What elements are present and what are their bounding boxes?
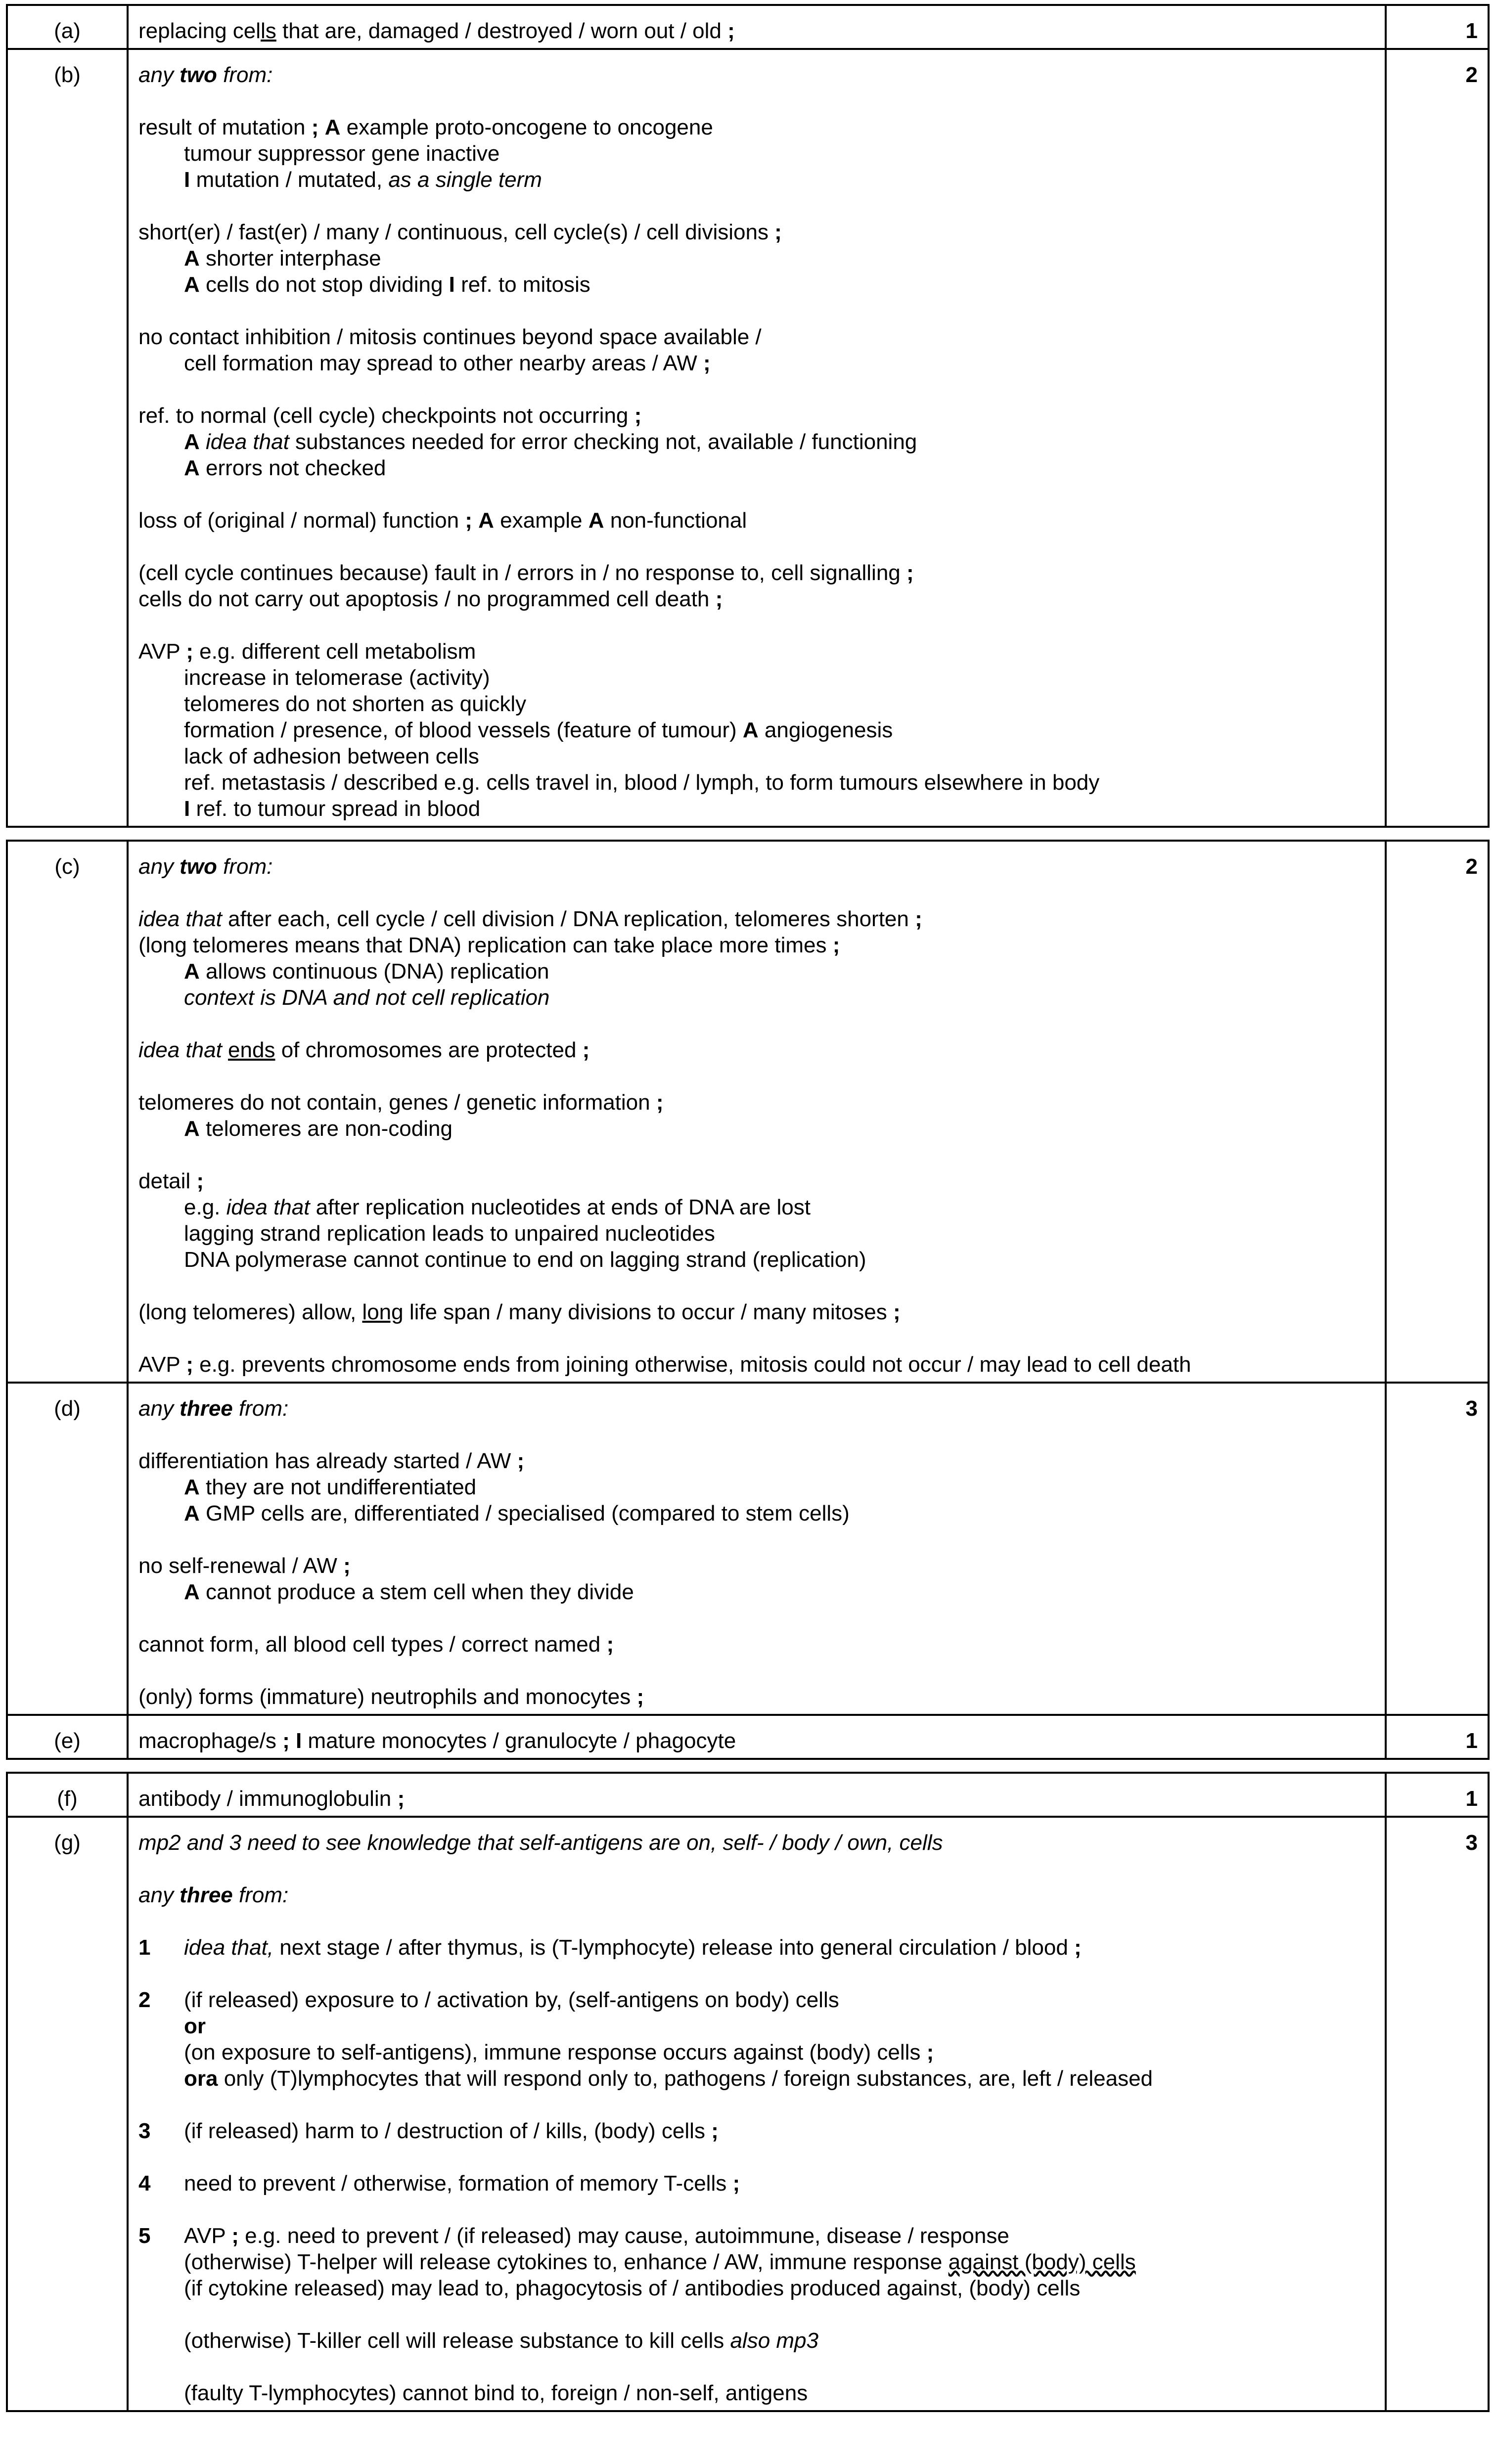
answer-line (138, 1631, 1375, 1658)
answer-text: three (180, 1883, 233, 1907)
answer-text: A (478, 508, 494, 533)
answer-text: mp2 and 3 need to see knowledge that self-antigens are on, self- / body / own, cells (138, 1831, 943, 1855)
answer-cell (128, 1383, 1386, 1715)
answer-text: ; (1074, 1935, 1082, 1960)
answer-line (138, 193, 1375, 219)
answer-text: shorter interphase (199, 246, 381, 270)
answer-line (138, 62, 1375, 88)
answer-text: only (T)lymphocytes that will respond only to, pathogens / foreign substances, are, left / released (218, 2066, 1153, 2091)
answer-line (138, 1684, 1375, 1710)
answer-line (138, 2249, 1375, 2275)
answer-text: (only) forms (immature) neutrophils and monocytes (138, 1685, 637, 1709)
answer-text: A (184, 272, 200, 297)
answer-line (138, 2301, 1375, 2328)
answer-line (138, 376, 1375, 403)
answer-line (138, 350, 1375, 376)
answer-line (138, 534, 1375, 560)
answer-text: antibody / immunoglobulin (138, 1787, 398, 1811)
answer-text: ; (196, 1169, 204, 1193)
question-row (7, 5, 1489, 49)
question-number: (a) (7, 5, 128, 49)
question-number: (d) (7, 1383, 128, 1715)
answer-text: (otherwise) T-helper will release cytokines to, enhance / AW, immune response (184, 2250, 949, 2274)
question-row (7, 1817, 1489, 2411)
answer-text: telomeres do not shorten as quickly (184, 692, 527, 716)
answer-line (138, 219, 1375, 245)
answer-text: need to prevent / otherwise, formation of memory T-cells (184, 2171, 733, 2195)
answer-text: angiogenesis (758, 718, 893, 742)
answer-line (138, 2223, 1375, 2249)
answer-text: ; (311, 115, 319, 139)
answer-line (138, 167, 1375, 193)
answer-text: of chromosomes are protected (275, 1038, 583, 1062)
answer-line (138, 2118, 1375, 2144)
answer-text: two (180, 854, 217, 879)
answer-line (138, 1142, 1375, 1168)
answer-text: A (184, 1475, 200, 1499)
answer-line (138, 1961, 1375, 1987)
answer-line (138, 853, 1375, 880)
answer-text: cells do not carry out apoptosis / no programmed cell death (138, 587, 716, 611)
answer-text: ; (606, 1632, 614, 1657)
answer-text: mature monocytes / granulocyte / phagocyte (302, 1729, 736, 1753)
answer-line (138, 2380, 1375, 2406)
answer-line (138, 2144, 1375, 2170)
answer-text: three (180, 1396, 233, 1421)
answer-line (138, 1786, 1375, 1812)
answer-line (138, 2354, 1375, 2380)
question-number: (b) (7, 49, 128, 827)
answer-line (138, 717, 1375, 743)
answer-text: (if released) exposure to / activation by, (self-antigens on body) cells (184, 1988, 839, 2012)
answer-cell (128, 1715, 1386, 1759)
answer-line (138, 1422, 1375, 1448)
answer-line (138, 1247, 1375, 1273)
answer-text: (faulty T-lymphocytes) cannot bind to, foreign / non-self, antigens (184, 2381, 808, 2405)
answer-line (138, 906, 1375, 932)
question-number: (f) (7, 1773, 128, 1817)
answer-text: macrophage/s (138, 1729, 283, 1753)
answer-line (138, 586, 1375, 612)
answer-text: ; (634, 403, 642, 428)
answer-line (138, 1063, 1375, 1089)
answer-text: (on exposure to self-antigens), immune response occurs against (body) cells (184, 2040, 927, 2064)
answer-text: ; (517, 1449, 525, 1473)
answer-line (138, 665, 1375, 691)
answer-line (138, 1448, 1375, 1474)
answer-text: ; (343, 1554, 351, 1578)
answer-text: ; (727, 19, 735, 43)
answer-text: ; (893, 1300, 901, 1324)
answer-text: (if cytokine released) may lead to, phagocytosis of / antibodies produced against, (body) cells (184, 2276, 1081, 2300)
answer-text: ; (703, 351, 711, 375)
answer-text: mutation / mutated, (190, 168, 389, 192)
answer-text: ; (282, 1729, 290, 1753)
answer-line (138, 271, 1375, 298)
answer-text: (long telomeres) allow, (138, 1300, 362, 1324)
answer-line (138, 324, 1375, 350)
point-number: 2 (138, 1988, 151, 2012)
answer-line (138, 2092, 1375, 2118)
answer-text: life span / many divisions to occur / many mitoses (403, 1300, 893, 1324)
answer-text: that are, damaged / destroyed / worn out / old (276, 19, 728, 43)
answer-text: short(er) / fast(er) / many / continuous, cell cycle(s) / cell divisions (138, 220, 775, 244)
section-gap (7, 1759, 1489, 1773)
answer-text: ; (915, 907, 922, 931)
answer-line (138, 1500, 1375, 1526)
answer-line (138, 1351, 1375, 1378)
answer-line (138, 2013, 1375, 2039)
section-gap (7, 827, 1489, 841)
answer-text: after replication nucleotides at ends of DNA are lost (310, 1195, 811, 1219)
answer-line (138, 2328, 1375, 2354)
answer-text: cannot form, all blood cell types / correct named (138, 1632, 607, 1657)
answer-text: DNA polymerase cannot continue to end on lagging strand (replication) (184, 1248, 866, 1272)
answer-line (138, 481, 1375, 507)
answer-line (138, 455, 1375, 481)
answer-text: cells do not stop dividing (199, 272, 449, 297)
question-number: (e) (7, 1715, 128, 1759)
point-number: 4 (138, 2171, 151, 2195)
marks-value: 3 (1386, 1817, 1489, 2411)
answer-text: ref. metastasis / described e.g. cells travel in, blood / lymph, to form tumours elsewhere in body (184, 770, 1100, 795)
question-row (7, 1773, 1489, 1817)
answer-line (138, 1194, 1375, 1220)
answer-text: tumour suppressor gene inactive (184, 141, 500, 166)
answer-text: long (362, 1300, 404, 1324)
answer-line (138, 1011, 1375, 1037)
answer-text: AVP (138, 1352, 186, 1377)
answer-line (138, 2039, 1375, 2065)
answer-text: I (184, 797, 190, 821)
question-row (7, 841, 1489, 1383)
answer-text: ; (636, 1685, 644, 1709)
answer-text: ; (774, 220, 782, 244)
marks-value: 2 (1386, 841, 1489, 1383)
answer-text: ; (711, 2119, 719, 2143)
answer-line (138, 245, 1375, 271)
answer-line (138, 1273, 1375, 1299)
answer-text: ; (231, 2224, 239, 2248)
answer-line (138, 638, 1375, 665)
marks-value: 1 (1386, 1773, 1489, 1817)
answer-text: next stage / after thymus, is (T-lymphocyte) release into general circulation / blood (273, 1935, 1075, 1960)
answer-text: ; (732, 2171, 740, 2195)
marks-value: 3 (1386, 1383, 1489, 1715)
answer-text: AVP (138, 639, 186, 664)
answer-line (138, 1116, 1375, 1142)
answer-cell (128, 1817, 1386, 2411)
answer-cell (128, 49, 1386, 827)
answer-line (138, 114, 1375, 140)
answer-line (138, 1882, 1375, 1908)
answer-text: telomeres do not contain, genes / genetic information (138, 1090, 656, 1115)
answer-text: GMP cells are, differentiated / specialised (compared to stem cells) (199, 1501, 850, 1525)
answer-text (200, 430, 206, 454)
gap-cell (7, 827, 1489, 841)
answer-line (138, 1553, 1375, 1579)
answer-text: A (324, 115, 341, 139)
answer-text: ; (715, 587, 723, 611)
answer-text: no contact inhibition / mitosis continues beyond space available / (138, 325, 762, 349)
marks-value: 1 (1386, 1715, 1489, 1759)
answer-text: lagging strand replication leads to unpaired nucleotides (184, 1221, 715, 1246)
answer-text: any (138, 854, 180, 879)
answer-text: e.g. prevents chromosome ends from joining otherwise, mitosis could not occur / may lead to cell death (193, 1352, 1191, 1377)
answer-line (138, 1856, 1375, 1882)
answer-text: detail (138, 1169, 197, 1193)
question-row (7, 49, 1489, 827)
answer-text: ref. to normal (cell cycle) checkpoints not occurring (138, 403, 634, 428)
answer-text: from: (232, 1883, 289, 1907)
question-row (7, 1715, 1489, 1759)
answer-text: result of mutation (138, 115, 312, 139)
answer-line (138, 958, 1375, 985)
answer-text: ref. to mitosis (454, 272, 590, 297)
answer-text: ; (186, 639, 193, 664)
answer-text (472, 508, 478, 533)
answer-line (138, 429, 1375, 455)
answer-text: any (138, 1396, 180, 1421)
answer-text: (long telomeres means that DNA) replication can take place more times (138, 933, 833, 957)
answer-text: A (184, 430, 200, 454)
answer-text: example proto-oncogene to oncogene (340, 115, 713, 139)
answer-line (138, 880, 1375, 906)
answer-text: or (184, 2014, 206, 2038)
answer-line (138, 1037, 1375, 1063)
answer-line (138, 18, 1375, 44)
answer-text: telomeres are non-coding (199, 1117, 453, 1141)
answer-text: e.g. different cell metabolism (193, 639, 476, 664)
answer-text (290, 1729, 296, 1753)
answer-text: replacing cel (138, 19, 261, 43)
answer-text: non-functional (604, 508, 747, 533)
answer-line (138, 2196, 1375, 2223)
answer-text: A (184, 1501, 200, 1525)
answer-text: ; (582, 1038, 590, 1062)
answer-text: as a single term (388, 168, 542, 192)
answer-text: allows continuous (DNA) replication (199, 959, 549, 984)
point-number: 1 (138, 1935, 151, 1960)
answer-line (138, 507, 1375, 534)
answer-text: ; (397, 1787, 405, 1811)
answer-line (138, 1658, 1375, 1684)
question-row (7, 1383, 1489, 1715)
answer-text: e.g. (184, 1195, 226, 1219)
answer-text: formation / presence, of blood vessels (feature of tumour) (184, 718, 743, 742)
answer-line (138, 691, 1375, 717)
answer-line (138, 1579, 1375, 1605)
answer-text: idea that (206, 430, 289, 454)
answer-text: (if released) harm to / destruction of / kills, (body) cells (184, 2119, 712, 2143)
answer-line (138, 1474, 1375, 1500)
marks-value: 1 (1386, 5, 1489, 49)
answer-text: A (184, 456, 200, 480)
answer-text: increase in telomerase (activity) (184, 666, 490, 690)
point-number: 3 (138, 2119, 151, 2143)
answer-line (138, 2275, 1375, 2301)
answer-line (138, 1987, 1375, 2013)
answer-text: after each, cell cycle / cell division / DNA replication, telomeres shorten (222, 907, 915, 931)
answer-text: A (184, 959, 200, 984)
answer-text: from: (217, 854, 273, 879)
answer-text: I (184, 168, 190, 192)
answer-text: differentiation has already started / AW (138, 1449, 517, 1473)
answer-line (138, 403, 1375, 429)
answer-text: AVP (184, 2224, 232, 2248)
answer-text: (cell cycle continues because) fault in / errors in / no response to, cell signalling (138, 561, 906, 585)
answer-line (138, 932, 1375, 958)
answer-text: ; (186, 1352, 193, 1377)
answer-text: I (449, 272, 455, 297)
answer-text: ; (465, 508, 472, 533)
answer-line (138, 743, 1375, 769)
answer-text: I (295, 1729, 302, 1753)
answer-line (138, 140, 1375, 167)
answer-text: context is DNA and not cell replication (184, 986, 550, 1010)
answer-text: loss of (original / normal) function (138, 508, 465, 533)
answer-text: ends (228, 1038, 275, 1062)
answer-text: ora (184, 2066, 218, 2091)
point-number: 5 (138, 2224, 151, 2248)
answer-text: ; (832, 933, 840, 957)
answer-text: A (588, 508, 604, 533)
answer-text: A (184, 1580, 200, 1604)
answer-cell (128, 1773, 1386, 1817)
answer-text: they are not undifferentiated (199, 1475, 477, 1499)
answer-text: errors not checked (199, 456, 386, 480)
answer-line (138, 769, 1375, 796)
answer-line (138, 612, 1375, 638)
answer-text: from: (232, 1396, 289, 1421)
answer-text: idea that, (184, 1935, 274, 1960)
answer-text: lack of adhesion between cells (184, 744, 479, 768)
answer-text: against (body) cells (948, 2250, 1136, 2274)
answer-text: A (184, 1117, 200, 1141)
marks-value: 2 (1386, 49, 1489, 827)
answer-text: two (180, 63, 217, 87)
answer-text: ls (261, 19, 276, 43)
answer-text: any (138, 63, 180, 87)
mark-scheme-body (7, 5, 1489, 2411)
answer-text: cell formation may spread to other nearby areas / AW (184, 351, 703, 375)
answer-text: ; (906, 561, 914, 585)
answer-text: substances needed for error checking not, available / functioning (289, 430, 917, 454)
answer-line (138, 1728, 1375, 1754)
answer-line (138, 1299, 1375, 1325)
answer-text (222, 1038, 228, 1062)
answer-line (138, 1325, 1375, 1351)
answer-line (138, 1395, 1375, 1422)
answer-cell (128, 841, 1386, 1383)
answer-line (138, 1168, 1375, 1194)
answer-line (138, 2170, 1375, 2196)
answer-text: A (184, 246, 200, 270)
answer-line (138, 1605, 1375, 1631)
answer-text: idea that (138, 907, 222, 931)
answer-text: e.g. need to prevent / (if released) may cause, autoimmune, disease / response (238, 2224, 1009, 2248)
gap-cell (7, 1759, 1489, 1773)
answer-text: idea that (226, 1195, 310, 1219)
answer-line (138, 560, 1375, 586)
answer-text: ; (656, 1090, 664, 1115)
answer-text: from: (217, 63, 273, 87)
question-number: (c) (7, 841, 128, 1383)
answer-line (138, 1089, 1375, 1116)
answer-cell (128, 5, 1386, 49)
answer-text: ; (926, 2040, 934, 2064)
answer-line (138, 796, 1375, 822)
answer-text: A (742, 718, 759, 742)
answer-text: (otherwise) T-killer cell will release substance to kill cells (184, 2329, 730, 2353)
answer-line (138, 1220, 1375, 1247)
answer-line (138, 298, 1375, 324)
answer-text: any (138, 1883, 180, 1907)
answer-text (318, 115, 324, 139)
answer-line (138, 2065, 1375, 2092)
answer-text: idea that (138, 1038, 222, 1062)
answer-line (138, 1526, 1375, 1553)
answer-line (138, 1934, 1375, 1961)
mark-scheme-table (6, 4, 1490, 2412)
answer-text: example (494, 508, 589, 533)
answer-text: cannot produce a stem cell when they divide (199, 1580, 634, 1604)
answer-line (138, 1830, 1375, 1856)
answer-line (138, 985, 1375, 1011)
question-number: (g) (7, 1817, 128, 2411)
answer-line (138, 88, 1375, 114)
answer-line (138, 1908, 1375, 1934)
answer-text: ref. to tumour spread in blood (190, 797, 481, 821)
answer-text: no self-renewal / AW (138, 1554, 344, 1578)
answer-text: also mp3 (730, 2329, 818, 2353)
